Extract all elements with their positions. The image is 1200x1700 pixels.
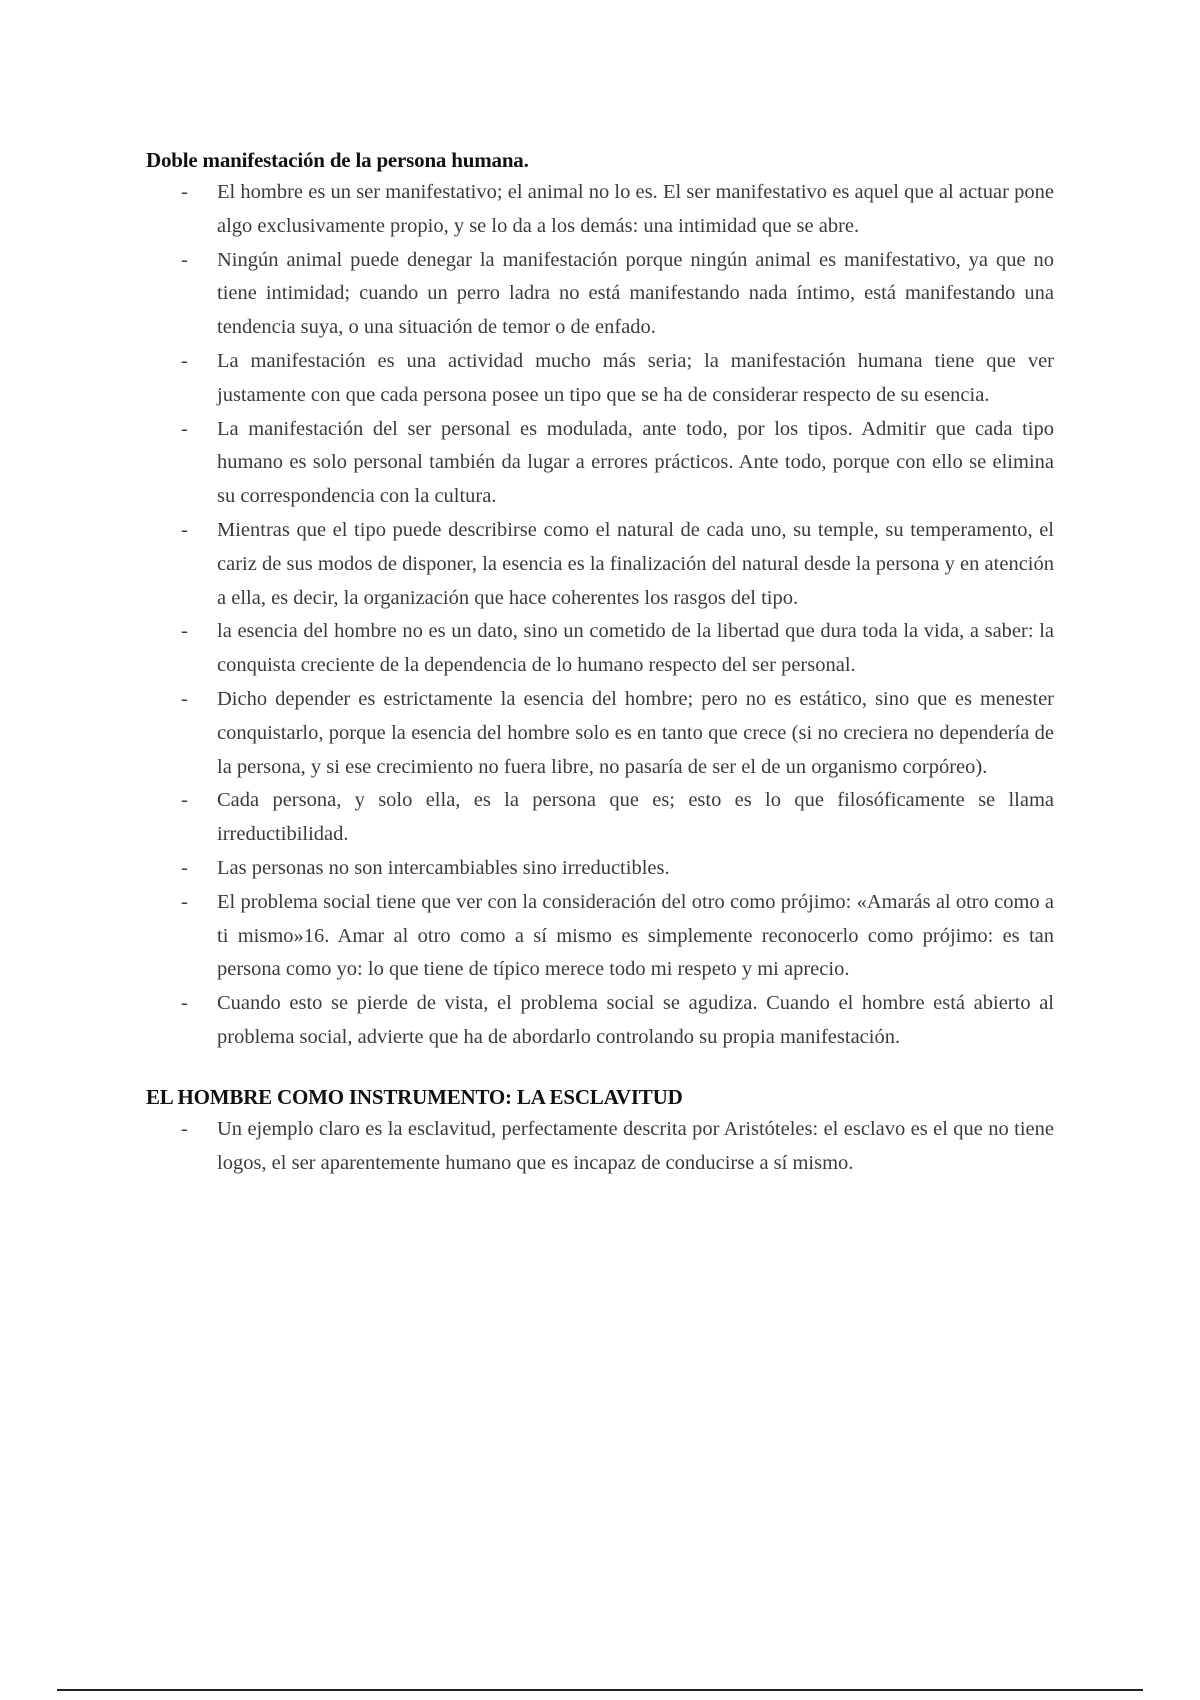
section-heading-doble-manifestacion: Doble manifestación de la persona humana.: [146, 148, 529, 172]
list-item-text: Dicho depender es estrictamente la esencia del hombre; pero no es estático, sino que es menester conquistarlo, porque la esencia del hombre solo es en tanto que crece (si no creciera no dependería de la persona, y si ese crecimiento no fuera libre, no pasaría de ser el de un organismo corpóreo).: [217, 687, 1054, 778]
list-item-text: Las personas no son intercambiables sino irreductibles.: [217, 856, 670, 879]
list-item: [146, 852, 1054, 886]
list-item-text: Mientras que el tipo puede describirse como el natural de cada uno, su temple, su temperamento, el cariz de sus modos de disponer, la esencia es la finalización del natural desde la persona y en atención a ella, es decir, la organización que hace coherentes los rasgos del tipo.: [217, 518, 1054, 609]
list-item: [146, 176, 1054, 244]
dash-bullet: -: [181, 518, 188, 541]
list-item: [146, 615, 1054, 683]
dash-bullet: -: [181, 687, 188, 710]
dash-bullet: -: [181, 620, 188, 643]
section1-list: [146, 176, 1054, 1055]
list-item-text: Un ejemplo claro es la esclavitud, perfectamente descrita por Aristóteles: el esclavo es el que no tiene logos, el ser aparentemente humano que es incapaz de conducirse a sí mismo.: [217, 1117, 1054, 1174]
list-item-text: la esencia del hombre no es un dato, sino un cometido de la libertad que dura toda la vida, a saber: la conquista creciente de la dependencia de lo humano respecto del ser personal.: [217, 620, 1054, 677]
list-item: [146, 987, 1054, 1055]
list-item: [146, 244, 1054, 345]
dash-bullet: -: [181, 349, 188, 372]
list-item: [146, 1113, 1054, 1181]
list-item-text: Ningún animal puede denegar la manifestación porque ningún animal es manifestativo, ya que no tiene intimidad; cuando un perro ladra no está manifestando nada íntimo, está manifestando una tendencia suya, o una situación de temor o de enfado.: [217, 248, 1054, 339]
list-item: [146, 784, 1054, 852]
section2-list: [146, 1113, 1054, 1181]
dash-bullet: -: [181, 856, 188, 879]
list-item-text: El hombre es un ser manifestativo; el animal no lo es. El ser manifestativo es aquel que al actuar pone algo exclusivamente propio, y se lo da a los demás: una intimidad que se abre.: [217, 181, 1054, 237]
list-item: [146, 514, 1054, 615]
list-item: [146, 413, 1054, 514]
dash-bullet: -: [181, 1117, 188, 1140]
dash-bullet: -: [181, 992, 188, 1015]
list-item: [146, 345, 1054, 413]
page-bottom-divider: [57, 1689, 1143, 1691]
list-item-text: Cada persona, y solo ella, es la persona que es; esto es lo que filosóficamente se llama irreductibilidad.: [217, 789, 1054, 846]
dash-bullet: -: [181, 890, 188, 913]
list-item-text: La manifestación del ser personal es modulada, ante todo, por los tipos. Admitir que cada tipo humano es solo personal también da lugar a errores prácticos. Ante todo, porque con ello se elimina su correspondencia con la cultura.: [217, 417, 1054, 508]
list-item: [146, 886, 1054, 987]
list-item-text: El problema social tiene que ver con la consideración del otro como prójimo: «Amarás al otro como a ti mismo»16. Amar al otro como a sí mismo es simplemente reconocerlo como prójimo: es tan persona como yo: lo que tiene de típico merece todo mi respeto y mi aprecio.: [217, 890, 1054, 981]
dash-bullet: -: [181, 248, 188, 271]
document-page: [146, 144, 1054, 1180]
list-item: [146, 683, 1054, 784]
section-heading-esclavitud: EL HOMBRE COMO INSTRUMENTO: LA ESCLAVITUD: [146, 1084, 683, 1109]
list-item-text: La manifestación es una actividad mucho más seria; la manifestación humana tiene que ver justamente con que cada persona posee un tipo que se ha de considerar respecto de su esencia.: [217, 349, 1054, 406]
dash-bullet: -: [181, 417, 188, 440]
dash-bullet: -: [181, 181, 188, 203]
list-item-text: Cuando esto se pierde de vista, el problema social se agudiza. Cuando el hombre está abierto al problema social, advierte que ha de abordarlo controlando su propia manifestación.: [217, 992, 1054, 1048]
dash-bullet: -: [181, 789, 188, 812]
